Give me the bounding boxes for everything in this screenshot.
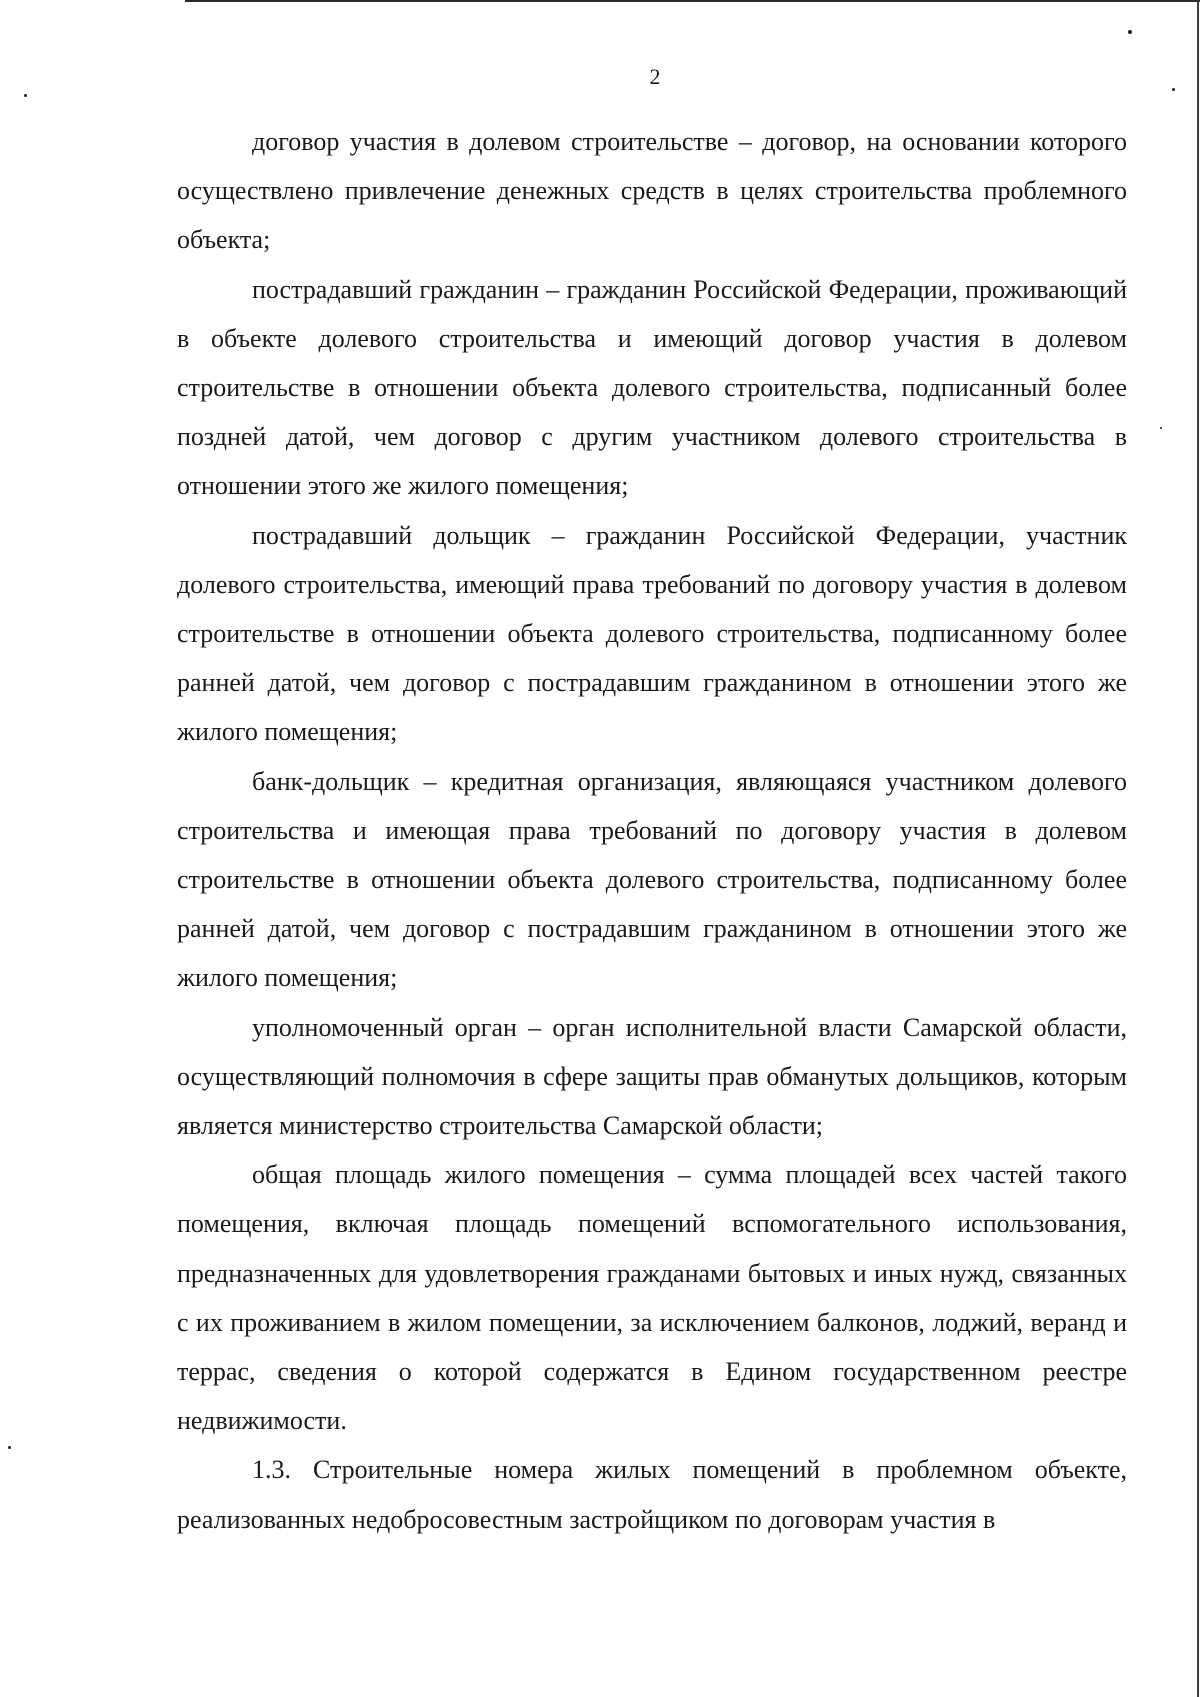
- scan-speck: [1160, 427, 1162, 429]
- page-number: 2: [649, 64, 661, 89]
- clause-1-3-paragraph: 1.3. Строительные номера жилых помещений в проблемном объекте, реализованных недобросовестным застройщиком по договорам участия в: [177, 1455, 1127, 1534]
- scan-speck: [8, 1446, 11, 1449]
- document-body: [177, 117, 1127, 1544]
- scan-speck: [24, 94, 27, 97]
- definition-bank-shareholder-paragraph: банк-дольщик – кредитная организация, являющаяся участником долевого строительства и имеющая права требований по договору участия в долевом строительстве в отношении объекта долевого строительства, подписанному более ранней датой, чем договор с пострадавшим гражданином в отношении этого же жилого помещения;: [177, 766, 1127, 993]
- scan-speck: [1128, 30, 1132, 34]
- definition-total-area-paragraph: общая площадь жилого помещения – сумма площадей всех частей такого помещения, включая площадь помещений вспомогательного использования, предназначенных для удовлетворения гражданами бытовых и иных нужд, связанных с их проживанием в жилом помещении, за исключением балконов, лоджий, веранд и террас, сведения о которой содержатся в Едином государственном реестре недвижимости.: [177, 1160, 1127, 1436]
- definition-contract-paragraph: договор участия в долевом строительстве – договор, на основании которого осуществлено привлечение денежных средств в целях строительства проблемного объекта;: [177, 127, 1127, 255]
- definition-affected-citizen-paragraph: пострадавший гражданин – гражданин Российской Федерации, проживающий в объекте долевого строительства и имеющий договор участия в долевом строительстве в отношении объекта долевого строительства, подписанный более поздней датой, чем договор с другим участником долевого строительства в отношении этого же жилого помещения;: [177, 274, 1127, 501]
- scan-edge-right: [1197, 0, 1199, 1697]
- definition-authorized-body-paragraph: уполномоченный орган – орган исполнительной власти Самарской области, осуществляющий полномочия в сфере защиты прав обманутых дольщиков, которым является министерство строительства Самарской области;: [177, 1012, 1127, 1141]
- scan-edge-top: [185, 0, 1200, 2]
- definition-affected-shareholder-paragraph: пострадавший дольщик – гражданин Российской Федерации, участник долевого строительства, имеющий права требований по договору участия в долевом строительстве в отношении объекта долевого строительства, подписанному более ранней датой, чем договор с пострадавшим гражданином в отношении этого же жилого помещения;: [177, 520, 1127, 747]
